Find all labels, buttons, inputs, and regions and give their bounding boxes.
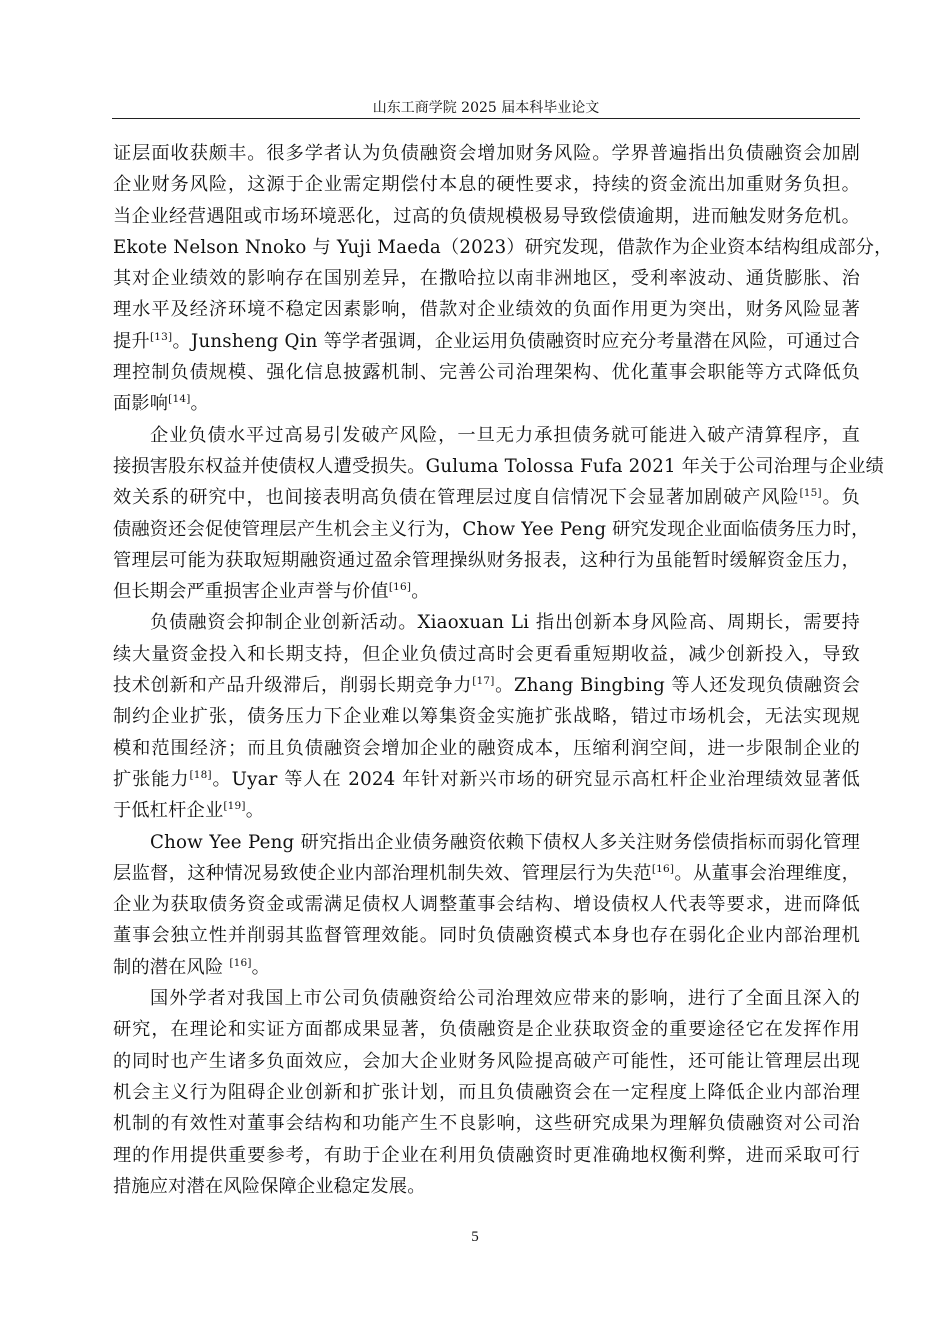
page-number: 5 xyxy=(471,1229,479,1245)
text-line: 机制的有效性对董事会结构和功能产生不良影响，这些研究成果为理解负债融资对公司治 xyxy=(113,1113,860,1135)
running-header: 山东工商学院 2025 届本科毕业论文 xyxy=(372,100,600,116)
text-line: 于低杠杆企业[19]。 xyxy=(113,800,265,822)
citation-marker: [16] xyxy=(229,956,252,969)
text-line: 但长期会严重损害企业声誉与价值[16]。 xyxy=(113,581,430,603)
text-line: 董事会独立性并削弱其监督管理效能。同时负债融资模式本身也存在弱化企业内部治理机 xyxy=(113,925,860,947)
text-line: 理的作用提供重要参考，有助于企业在利用负债融资时更准确地权衡利弊，进而采取可行 xyxy=(113,1144,860,1166)
text-line: 其对企业绩效的影响存在国别差异，在撒哈拉以南非洲地区，受利率波动、通货膨胀、治 xyxy=(113,268,860,290)
citation-marker: [15] xyxy=(799,487,822,500)
text-line: 层监督，这种情况易致使企业内部治理机制失效、管理层行为失范[16]。从董事会治理维度， xyxy=(113,862,860,884)
text-line: 研究，在理论和实证方面都成果显著，负债融资是企业获取资金的重要途径它在发挥作用 xyxy=(113,1019,860,1041)
text-line: 负债融资会抑制企业创新活动。Xiaoxuan Li 指出创新本身风险高、周期长，需要持 xyxy=(150,612,860,634)
paragraph xyxy=(113,607,860,826)
citation-marker: [16] xyxy=(388,581,412,594)
citation-marker: [13] xyxy=(150,330,173,343)
text-line: 的同时也产生诸多负面效应，会加大企业财务风险提高破产可能性，还可能让管理层出现 xyxy=(113,1050,860,1072)
text-line: 技术创新和产品升级滞后，削弱长期竞争力[17]。Zhang Bingbing 等人还发现负债融资会 xyxy=(113,675,860,697)
text-line: Chow Yee Peng 研究指出企业债务融资依赖下债权人多关注财务偿债指标而弱化管理 xyxy=(150,831,860,853)
body-text xyxy=(113,138,893,1202)
text-line: 制的潜在风险 [16]。 xyxy=(113,956,271,978)
text-line: 效关系的研究中，也间接表明高负债在管理层过度自信情况下会显著加剧破产风险[15]。负 xyxy=(113,487,860,509)
paragraph xyxy=(113,827,860,983)
text-line: 债融资还会促使管理层产生机会主义行为，Chow Yee Peng 研究发现企业面临债务压力时， xyxy=(113,518,870,540)
paragraph xyxy=(113,420,884,608)
text-line: 模和范围经济；而且负债融资会增加企业的融资成本，压缩利润空间，进一步限制企业的 xyxy=(113,737,860,759)
citation-marker: [17] xyxy=(472,675,495,688)
citation-marker: [19] xyxy=(223,800,246,813)
citation-marker: [14] xyxy=(168,393,191,406)
text-line: 国外学者对我国上市公司负债融资给公司治理效应带来的影响，进行了全面且深入的 xyxy=(150,988,860,1010)
text-line: 企业财务风险，这源于企业需定期偿付本息的硬性要求，持续的资金流出加重财务负担。 xyxy=(113,174,860,196)
text-line: 面影响[14]。 xyxy=(113,393,209,415)
text-line: 当企业经营遇阻或市场环境恶化，过高的负债规模极易导致偿债逾期，进而触发财务危机。 xyxy=(113,205,860,227)
citation-marker: [18] xyxy=(189,768,212,781)
text-line: 理控制负债规模、强化信息披露机制、完善公司治理架构、优化董事会职能等方式降低负 xyxy=(113,362,860,384)
text-line: 机会主义行为阻碍企业创新和扩张计划，而且负债融资会在一定程度上降低企业内部治理 xyxy=(113,1081,860,1103)
paragraph xyxy=(113,983,860,1202)
text-line: 理水平及经济环境不稳定因素影响，借款对企业绩效的负面作用更为突出，财务风险显著 xyxy=(113,299,860,321)
text-line: 续大量资金投入和长期支持，但企业负债过高时会更看重短期收益，减少创新投入，导致 xyxy=(113,643,860,665)
text-line: 企业为获取债务资金或需满足债权人调整董事会结构、增设债权人代表等要求，进而降低 xyxy=(113,894,860,916)
text-line: 措施应对潜在风险保障企业稳定发展。 xyxy=(113,1175,426,1197)
paragraph xyxy=(113,138,893,420)
text-line: 证层面收获颇丰。很多学者认为负债融资会增加财务风险。学界普遍指出负债融资会加剧 xyxy=(113,143,860,164)
text-line: 扩张能力[18]。Uyar 等人在 2024 年针对新兴市场的研究显示高杠杆企业治理绩效显著低 xyxy=(113,768,860,790)
text-line: 提升[13]。Junsheng Qin 等学者强调，企业运用负债融资时应充分考量潜在风险，可通过合 xyxy=(113,330,860,352)
header-rule xyxy=(112,118,860,119)
text-line: 企业负债水平过高易引发破产风险，一旦无力承担债务就可能进入破产清算程序，直 xyxy=(150,424,860,446)
citation-marker: [16] xyxy=(651,862,675,875)
text-line: Ekote Nelson Nnoko 与 Yuji Maeda（2023）研究发现，借款作为企业资本结构组成部分， xyxy=(113,236,893,258)
text-line: 接损害股东权益并使债权人遭受损失。Guluma Tolossa Fufa 2021 年关于公司治理与企业绩 xyxy=(113,455,884,477)
text-line: 管理层可能为获取短期融资通过盈余管理操纵财务报表，这种行为虽能暂时缓解资金压力， xyxy=(113,549,860,571)
text-line: 制约企业扩张，债务压力下企业难以筹集资金实施扩张战略，错过市场机会，无法实现规 xyxy=(113,706,860,728)
